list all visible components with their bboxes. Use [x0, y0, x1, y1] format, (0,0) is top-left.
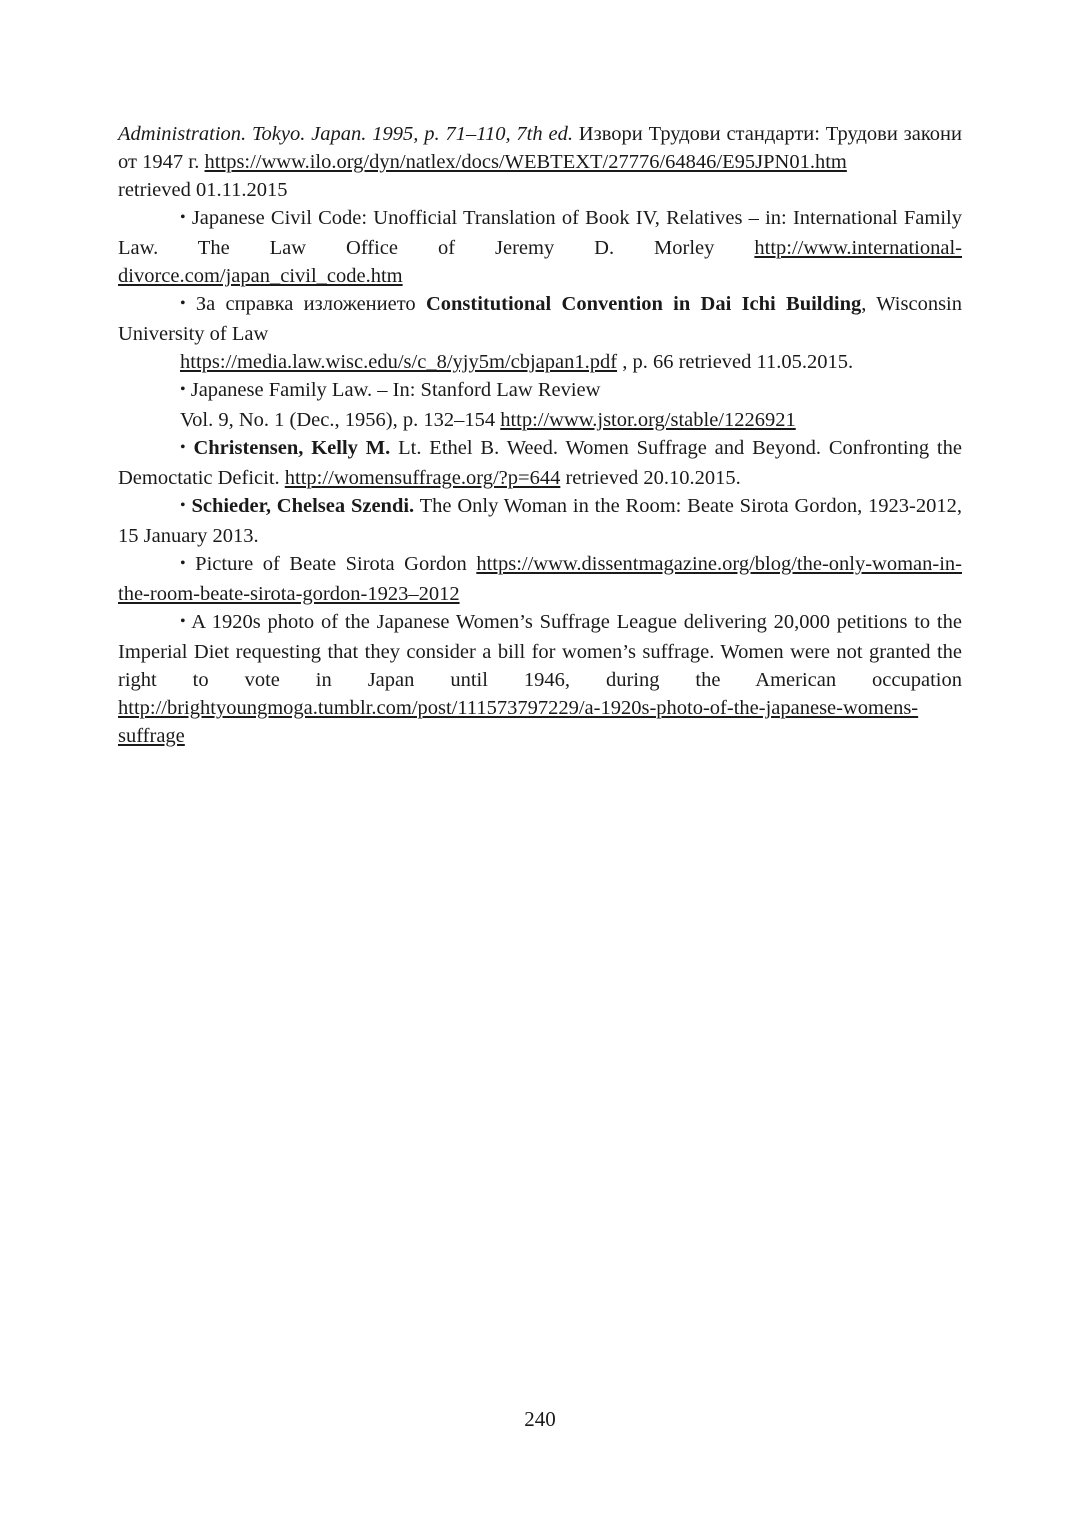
reference-christensen-author: Christensen, Kelly M.: [193, 437, 391, 459]
reference-christensen: [118, 434, 962, 492]
reference-family-law-link[interactable]: http://www.jstor.org/stable/1226921: [500, 409, 796, 431]
reference-schieder: [118, 492, 962, 550]
reference-schieder-text: The Only Woman in the Room: Beate Sirota Gordon, 1923-2012, 15 January 2013.: [118, 495, 962, 547]
reference-ilo-text: Извори Трудови стандарти: Трудови закони от 1947 г.: [118, 123, 962, 173]
reference-christensen-link[interactable]: http://womensuffrage.org/?p=644: [284, 467, 561, 489]
reference-civil-code-link[interactable]: http://www.international-divorce.com/japan_civil_code.htm: [118, 237, 962, 287]
reference-convention-suffix: , Wisconsin University of Law: [118, 293, 963, 345]
reference-schieder-author: Schieder, Chelsea Szendi.: [191, 495, 415, 517]
reference-christensen-retrieved: retrieved 20.10.2015.: [560, 467, 741, 489]
bullet-icon: •: [180, 209, 186, 226]
bullet-icon: •: [180, 381, 186, 398]
reference-ilo-link[interactable]: https://www.ilo.org/dyn/natlex/docs/WEBTEXT/27776/64846/E95JPN01.htm: [204, 151, 847, 173]
reference-family-law: [118, 376, 962, 406]
reference-ilo: [118, 120, 962, 204]
reference-family-law-volume: Vol. 9, No. 1 (Dec., 1956), p. 132–154: [180, 409, 501, 431]
reference-christensen-text: Lt. Ethel B. Weed. Women Suffrage and Beyond. Confronting the Democtatic Deficit.: [118, 437, 962, 489]
reference-ilo-retrieved: retrieved 01.11.2015: [118, 179, 288, 201]
reference-family-law-text: Japanese Family Law. – In: Stanford Law Review: [190, 379, 601, 401]
reference-photo-text: A 1920s photo of the Japanese Women’s Suffrage League delivering 20,000 petitions to the Imperial Diet requesting that they consider a bill for women’s suffrage. Women were not granted the right to vote in Japan until 1946, during the American occupation: [118, 611, 962, 691]
bullet-icon: •: [180, 613, 186, 630]
bullet-icon: •: [180, 439, 186, 456]
reference-ilo-title: Administration. Tokyo. Japan. 1995, p. 71–110, 7th ed.: [118, 123, 573, 145]
reference-photo: [118, 608, 962, 750]
reference-convention-title: Constitutional Convention in Dai Ichi Building: [425, 293, 862, 315]
reference-list: [118, 120, 962, 750]
reference-convention-retrieved: , p. 66 retrieved 11.05.2015.: [617, 351, 854, 373]
reference-convention-link[interactable]: https://media.law.wisc.edu/s/c_8/yjy5m/cbjapan1.pdf: [180, 351, 618, 373]
reference-picture-link[interactable]: https://www.dissentmagazine.org/blog/the-only-woman-in-the-room-beate-sirota-gordon-1923–2012: [118, 553, 962, 605]
page-number: 240: [524, 1407, 556, 1431]
bullet-icon: •: [180, 295, 186, 312]
bullet-icon: •: [180, 497, 186, 514]
reference-convention-source: [118, 348, 962, 376]
reference-family-law-source: [118, 406, 962, 434]
reference-picture-text: Picture of Beate Sirota Gordon: [195, 553, 477, 575]
reference-picture: [118, 550, 962, 608]
bullet-icon: •: [180, 555, 186, 572]
reference-convention: [118, 290, 962, 348]
reference-convention-prefix: За справка изложението: [195, 293, 426, 315]
reference-civil-code-text: Japanese Civil Code: Unofficial Translation of Book IV, Relatives – in: International Family Law. The Law Office of Jeremy D. Morley: [118, 207, 962, 259]
reference-photo-link[interactable]: http://brightyoungmoga.tumblr.com/post/111573797229/a-1920s-photo-of-the-japanese-womens-suffrage: [118, 697, 919, 747]
reference-civil-code: [118, 204, 962, 290]
